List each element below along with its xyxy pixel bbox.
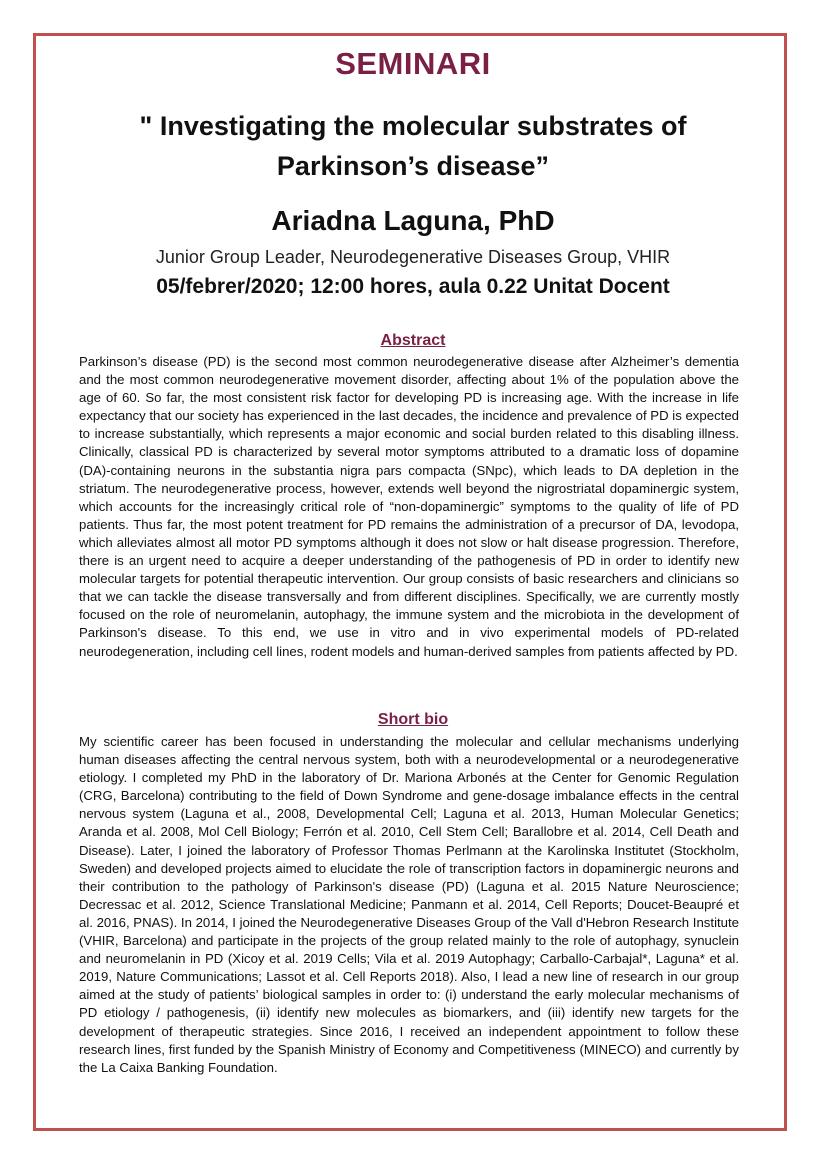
seminar-title xyxy=(0,106,826,186)
abstract-heading: Abstract xyxy=(380,332,446,349)
speaker-role: Junior Group Leader, Neurodegenerative Diseases Group, VHIR xyxy=(155,247,671,267)
event-datetime-location: 05/febrer/2020; 12:00 hores, aula 0.22 Unitat Docent xyxy=(156,275,670,298)
seminar-title-line-2: Parkinson’s disease” xyxy=(276,151,550,181)
seminar-title-line-1: " Investigating the molecular substrates of xyxy=(139,111,687,141)
seminar-label: SEMINARI xyxy=(335,46,491,81)
speaker-name: Ariadna Laguna, PhD xyxy=(271,205,555,236)
abstract-text: Parkinson’s disease (PD) is the second most common neurodegenerative disease after Alzheimer’s dementia and the most common neurodegenerative movement disorder, affecting about 1% of the population above the age of 60. So far, the most consistent risk factor for developing PD is increasing age. With the increase in life expectancy that our society has experienced in the last decades, the incidence and prevalence of PD is expected to increase substantially, which represents a major economic and social burden related to this disabling illness. Clinically, classical PD is characterized by several motor symptoms attributed to a dramatic loss of dopamine (DA)-containing neurons in the substantia nigra pars compacta (SNpc), which leads to DA depletion in the striatum. The neurodegenerative process, however, extends well beyond the nigrostriatal dopaminergic system, which accounts for the increasingly critical role of “non-dopaminergic” symptoms to the quality of life of PD patients. Thus far, the most potent treatment for PD remains the administration of a precursor of DA, levodopa, which alleviates almost all motor PD symptoms although it does not slow or halt disease progression. Therefore, there is an urgent need to acquire a deeper understanding of the pathogenesis of PD in order to identify new molecular targets for potential therapeutic intervention. Our group consists of basic researchers and clinicians so that we can tackle the disease transversally and from different disciplines. Specifically, we are currently mostly focused on the role of neuromelanin, autophagy, the immune system and the microbiota in the development of Parkinson's disease. To this end, we use in vitro and in vivo experimental models of PD-related neurodegeneration, including cell lines, rodent models and human-derived samples from patients affected by PD. xyxy=(79,354,739,659)
short-bio-heading: Short bio xyxy=(377,711,449,728)
short-bio-text: My scientific career has been focused in understanding the molecular and cellular mechanisms underlying human diseases affecting the central nervous system, both with a neurodevelopmental or a neurodegenerative etiology. I completed my PhD in the laboratory of Dr. Mariona Arbonés at the Center for Genomic Regulation (CRG, Barcelona) contributing to the field of Down Syndrome and gene-dosage imbalance effects in the central nervous system (Laguna et al., 2008, Developmental Cell; Laguna et al. 2013, Human Molecular Genetics; Aranda et al. 2008, Mol Cell Biology; Ferrón et al. 2010, Cell Stem Cell; Barallobre et al. 2014, Cell Death and Disease). Later, I joined the laboratory of Professor Thomas Perlmann at the Karolinska Institutet (Stockholm, Sweden) and developed projects aimed to elucidate the role of transcription factors in dopaminergic neurons and their contribution to the pathology of Parkinson's disease (PD) (Laguna et al. 2015 Nature Neuroscience; Decressac et al. 2012, Science Translational Medicine; Panmann et al. 2014, Cell Reports; Doucet-Beaupré et al. 2016, PNAS). In 2014, I joined the Neurodegenerative Diseases Group of the Vall d'Hebron Research Institute (VHIR, Barcelona) and participate in the projects of the group related mainly to the role of autophagy, synuclein and neuromelanin in PD (Xicoy et al. 2019 Cells; Vila et al. 2019 Autophagy; Carballo-Carbajal*, Laguna* et al. 2019, Nature Communications; Lassot et al. Cell Reports 2018). Also, I lead a new line of research in our group aimed at the study of patients’ biological samples in order to: (i) understand the early molecular mechanisms of PD etiology / pathogenesis, (ii) identify new molecules as biomarkers, and (iii) identify new targets for the development of therapeutic strategies. Since 2016, I received an independent appointment to follow these research lines, first funded by the Spanish Ministry of Economy and Competitiveness (MINECO) and currently by the La Caixa Banking Foundation. xyxy=(79,734,739,1075)
